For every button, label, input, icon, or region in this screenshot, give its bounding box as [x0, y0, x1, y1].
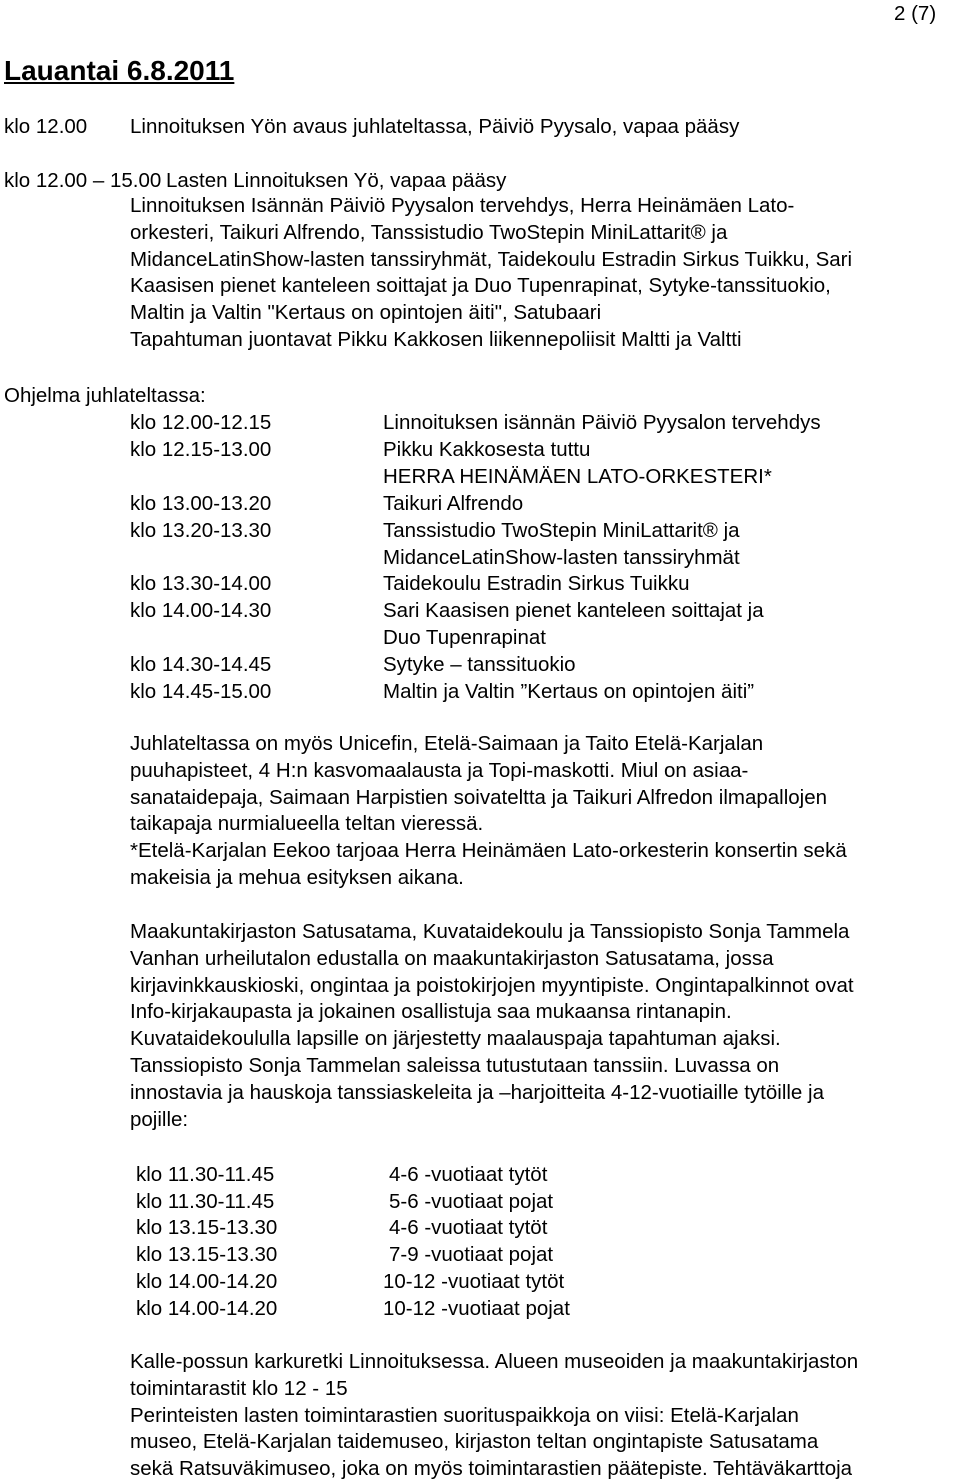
text-line: museo, Etelä-Karjalan taidemuseo, kirjaston teltan ongintapiste Satusatama: [130, 1430, 819, 1454]
text-line: orkesteri, Taikuri Alfrendo, Tanssistudio TwoStepin MiniLattarit® ja: [130, 220, 728, 244]
program-time: klo 13.30-14.00: [130, 572, 272, 595]
text-line: Tapahtuman juontavat Pikku Kakkosen liikennepoliisit Maltti ja Valtti: [130, 327, 742, 351]
program-heading: Ohjelma juhlateltassa:: [4, 384, 206, 407]
dance-time: klo 11.30-11.45: [136, 1163, 275, 1186]
text-line: pojille:: [130, 1107, 189, 1131]
paragraph-juhlateltta: [130, 731, 847, 892]
program-time: klo 12.15-13.00: [130, 438, 272, 461]
program-desc: MidanceLatinShow-lasten tanssiryhmät: [383, 546, 740, 569]
schedule-time-2: klo 12.00 – 15.00: [4, 169, 162, 192]
text-line: Juhlateltassa on myös Unicefin, Etelä-Saimaan ja Taito Etelä-Karjalan: [130, 732, 764, 755]
text-line: Maakuntakirjaston Satusatama, Kuvataidekoulu ja Tanssiopisto Sonja Tammela: [130, 920, 850, 943]
text-line: Tanssiopisto Sonja Tammelan saleissa tutustutaan tanssiin. Luvassa on: [130, 1053, 780, 1077]
paragraph-karkuretki: [130, 1349, 858, 1483]
text-line: Info-kirjakaupasta ja jokainen osallistuja saa mukaansa rintanapin.: [130, 1000, 732, 1024]
dance-group: 4-6 -vuotiaat tytöt: [389, 1216, 548, 1239]
text-line: Kuvataidekoululla lapsille on järjestetty maalauspaja tapahtuman ajaksi.: [130, 1027, 781, 1051]
program-desc: Tanssistudio TwoStepin MiniLattarit® ja: [383, 519, 740, 542]
dance-group: 7-9 -vuotiaat pojat: [389, 1243, 554, 1266]
dance-time: klo 13.15-13.30: [136, 1243, 278, 1266]
dance-group: 5-6 -vuotiaat pojat: [389, 1190, 554, 1213]
text-line: kirjavinkkauskioski, ongintaa ja poistokirjojen myyntipiste. Ongintapalkinnot ovat: [130, 973, 854, 997]
program-desc: Duo Tupenrapinat: [383, 626, 546, 649]
program-time: klo 12.00-12.15: [130, 411, 272, 434]
program-desc: Taikuri Alfrendo: [383, 492, 524, 515]
dance-group: 10-12 -vuotiaat pojat: [383, 1297, 570, 1320]
program-desc: Linnoituksen isännän Päiviö Pyysalon tervehdys: [383, 411, 821, 434]
text-line: Maltin ja Valtin "Kertaus on opintojen äiti", Satubaari: [130, 301, 602, 325]
dance-time: klo 11.30-11.45: [136, 1190, 275, 1213]
schedule-time-1: klo 12.00: [4, 115, 88, 138]
text-line: Vanhan urheilutalon edustalla on maakuntakirjaston Satusatama, jossa: [130, 946, 774, 970]
program-desc: Maltin ja Valtin ”Kertaus on opintojen äiti”: [383, 680, 755, 703]
dance-time: klo 13.15-13.30: [136, 1216, 278, 1239]
text-line: *Etelä-Karjalan Eekoo tarjoaa Herra Heinämäen Lato-orkesterin konsertin sekä: [130, 839, 847, 863]
text-line: toimintarastit klo 12 - 15: [130, 1376, 348, 1400]
date-heading: Lauantai 6.8.2011: [4, 55, 235, 86]
dance-time: klo 14.00-14.20: [136, 1297, 278, 1320]
text-line: innostavia ja hauskoja tanssiaskeleita ja –harjoitteita 4-12-vuotiaille tytöille ja: [130, 1080, 824, 1104]
program-time: klo 13.20-13.30: [130, 519, 272, 542]
text-line: sanataidepaja, Saimaan Harpistien soivateltta ja Taikuri Alfredon ilmapallojen: [130, 785, 828, 809]
program-desc: Sari Kaasisen pienet kanteleen soittajat ja: [383, 599, 764, 622]
text-line: puuhapisteet, 4 H:n kasvomaalausta ja Topi-maskotti. Miul on asiaa-: [130, 758, 749, 782]
program-desc: Taidekoulu Estradin Sirkus Tuikku: [383, 572, 690, 595]
program-time: klo 14.00-14.30: [130, 599, 272, 622]
text-line: Linnoituksen Isännän Päiviö Pyysalon tervehdys, Herra Heinämäen Lato-: [130, 194, 795, 217]
program-time: klo 14.30-14.45: [130, 653, 272, 676]
text-line: Perinteisten lasten toimintarastien suorituspaikkoja on viisi: Etelä-Karjalan: [130, 1403, 799, 1427]
paragraph-satusatama: [130, 919, 854, 1133]
dance-group: 4-6 -vuotiaat tytöt: [389, 1163, 548, 1186]
text-line: taikapaja nurmialueella teltan vieressä.: [130, 812, 484, 836]
text-line: sekä Ratsuväkimuseo, joka on myös toimintarastien päätepiste. Tehtäväkarttoja: [130, 1457, 853, 1481]
text-line: makeisia ja mehua esityksen aikana.: [130, 865, 464, 889]
text-line: MidanceLatinShow-lasten tanssiryhmät, Taidekoulu Estradin Sirkus Tuikku, Sari: [130, 247, 853, 271]
text-line: Kalle-possun karkuretki Linnoituksessa. Alueen museoiden ja maakuntakirjaston: [130, 1350, 859, 1373]
dance-group: 10-12 -vuotiaat tytöt: [383, 1270, 565, 1293]
lasten-details: [130, 193, 852, 354]
program-desc: Sytyke – tanssituokio: [383, 653, 576, 676]
schedule-text-1: Linnoituksen Yön avaus juhlateltassa, Päiviö Pyysalo, vapaa pääsy: [130, 115, 740, 138]
program-desc: Pikku Kakkosesta tuttu: [383, 438, 591, 461]
page-number: 2 (7): [894, 2, 937, 25]
program-desc: HERRA HEINÄMÄEN LATO-ORKESTERI*: [383, 465, 772, 488]
text-line: Kaasisen pienet kanteleen soittajat ja Duo Tupenrapinat, Sytyke-tanssituokio,: [130, 274, 831, 298]
schedule-text-2: Lasten Linnoituksen Yö, vapaa pääsy: [166, 169, 507, 192]
program-time: klo 13.00-13.20: [130, 492, 272, 515]
dance-time: klo 14.00-14.20: [136, 1270, 278, 1293]
program-time: klo 14.45-15.00: [130, 680, 272, 703]
